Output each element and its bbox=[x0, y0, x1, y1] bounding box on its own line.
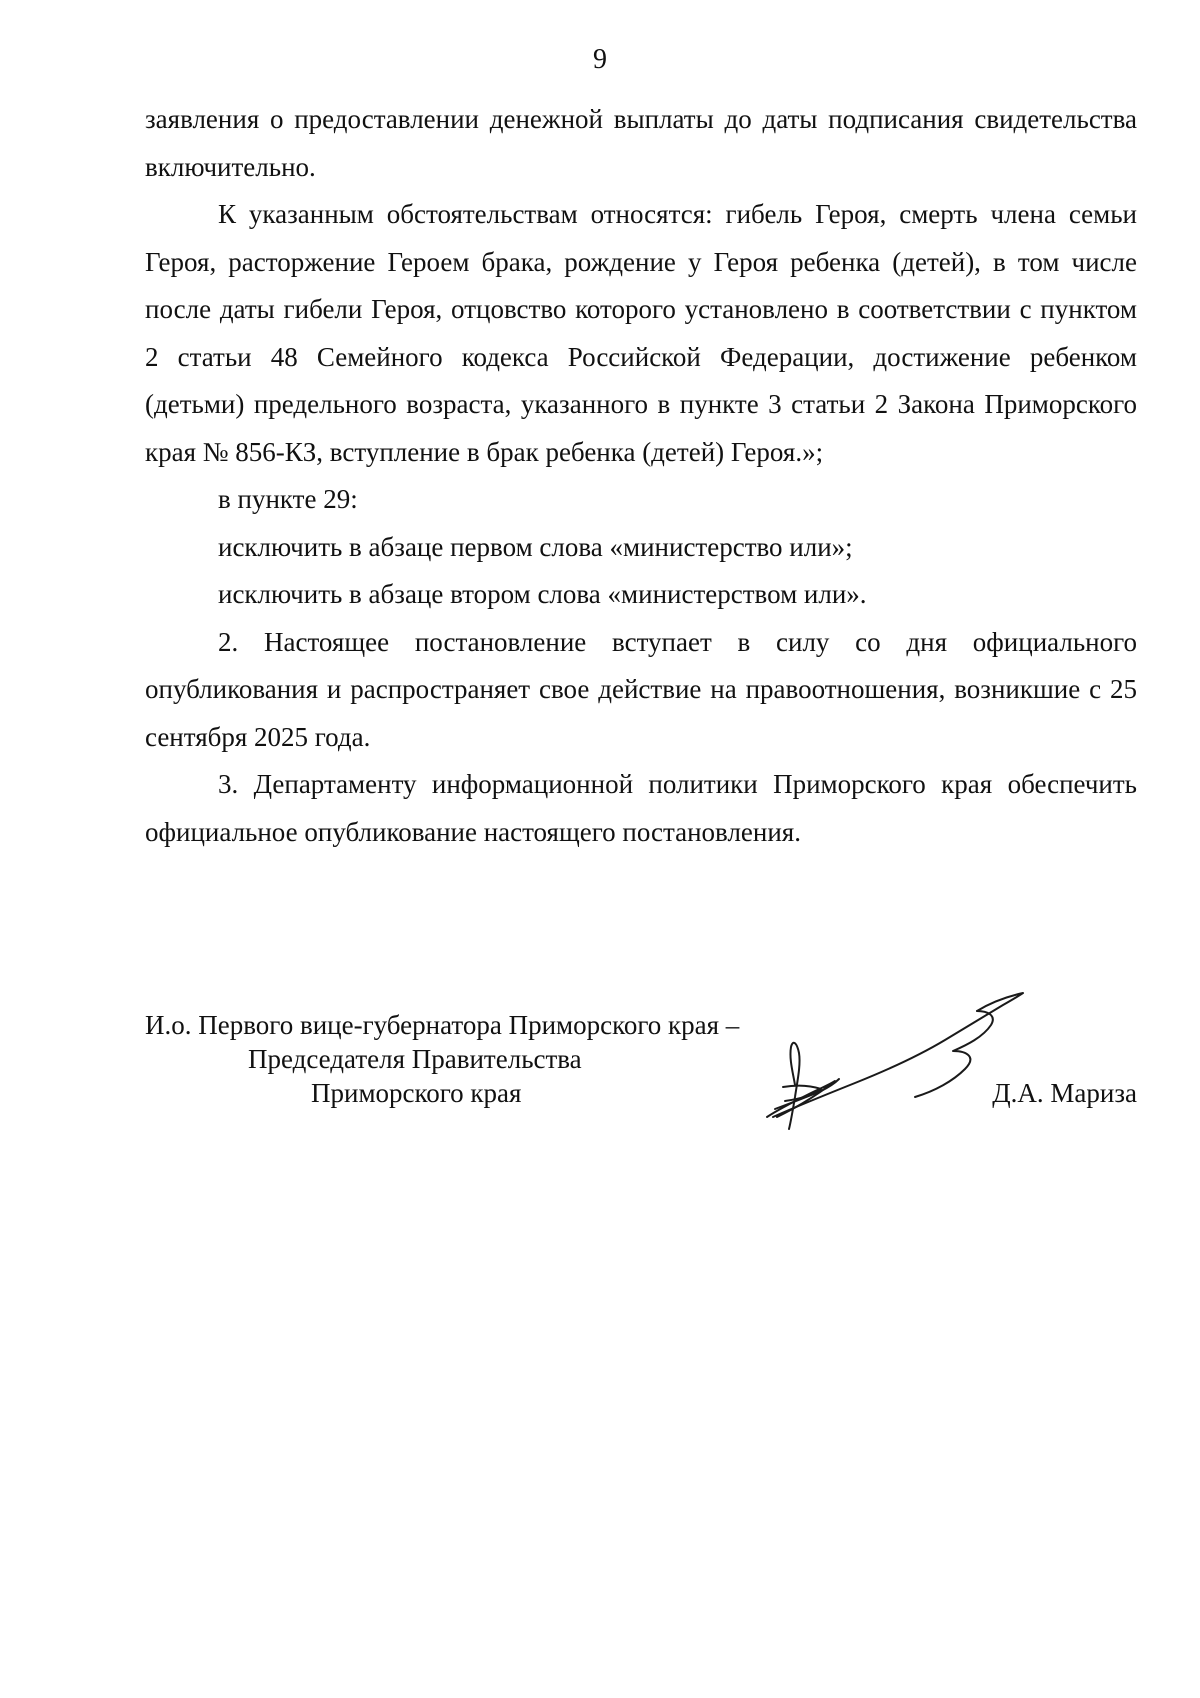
paragraph-continuation: заявления о предоставлении денежной выплаты до даты подписания свидетельства включительно. bbox=[145, 104, 1137, 182]
page-number: 9 bbox=[593, 44, 607, 75]
paragraph-exclude-first: исключить в абзаце первом слова «министерство или»; bbox=[218, 531, 853, 562]
document-body bbox=[145, 96, 1137, 856]
paragraph-point-2: 2. Настоящее постановление вступает в силу со дня официального опубликования и распространяет свое действие на правоотношения, возникшие с 25 сентября 2025 года. bbox=[145, 626, 1137, 752]
signatory-position-line-2: Председателя Правительства bbox=[248, 1044, 582, 1074]
paragraph-circumstances: К указанным обстоятельствам относятся: гибель Героя, смерть члена семьи Героя, расторжение Героем брака, рождение у Героя ребенка (детей), в том числе после даты гибели Героя, отцовство которого установлено в соответствии с пунктом 2 статьи 48 Семейного кодекса Российской Федерации, достижение ребенком (детьми) предельного возраста, указанного в пункте 3 статьи 2 Закона Приморского края № 856-КЗ, вступление в брак ребенка (детей) Героя.»; bbox=[145, 199, 1137, 467]
handwritten-signature-icon bbox=[755, 985, 1025, 1130]
paragraph-point-3: 3. Департаменту информационной политики Приморского края обеспечить официальное опубликование настоящего постановления. bbox=[145, 769, 1137, 847]
signatory-position-line-1: И.о. Первого вице-губернатора Приморского края – bbox=[145, 1010, 740, 1040]
signatory-position-line-3: Приморского края bbox=[311, 1078, 522, 1108]
paragraph-exclude-second: исключить в абзаце втором слова «министерством или». bbox=[218, 579, 867, 609]
signatory-name: Д.А. Мариза bbox=[992, 1078, 1137, 1108]
paragraph-item-29: в пункте 29: bbox=[218, 484, 358, 514]
